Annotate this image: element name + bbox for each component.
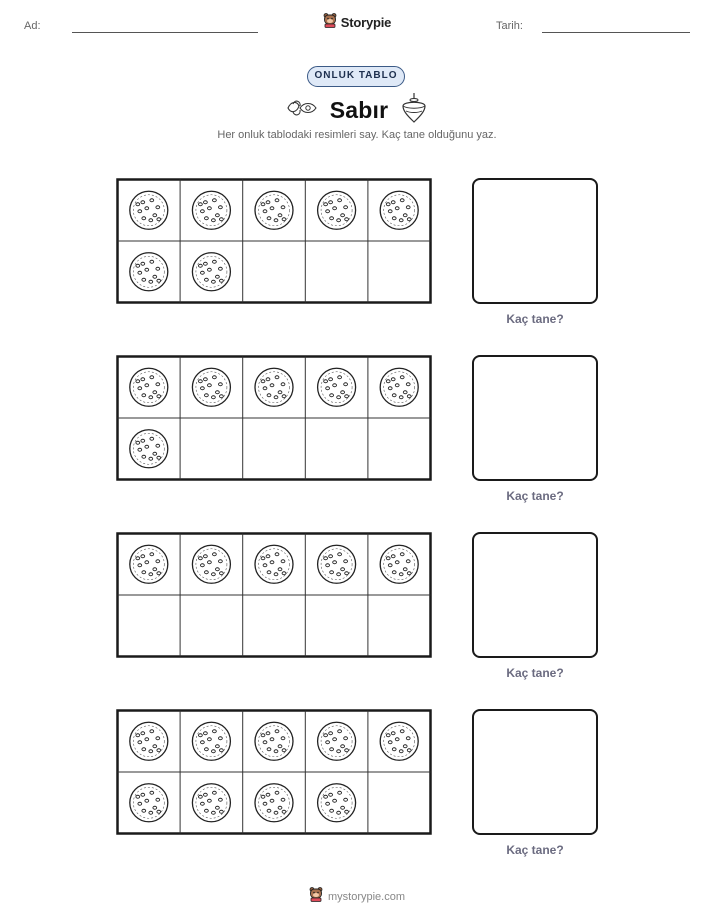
cookie-icon: [318, 784, 356, 822]
cookie-icon: [380, 368, 418, 406]
cookie-icon: [192, 784, 230, 822]
cookie-icon: [130, 430, 168, 468]
bear-logo-icon: [309, 886, 323, 907]
bear-logo-icon: [323, 12, 337, 33]
cookie-icon: [380, 191, 418, 229]
instruction-text: Her onluk tablodaki resimleri say. Kaç tane olduğunu yaz.: [217, 129, 497, 141]
brand-name: Storypie: [340, 15, 392, 30]
question-label-4: Kaç tane?: [506, 843, 564, 857]
ten-frame-4: [116, 709, 432, 835]
cookie-icon: [318, 368, 356, 406]
date-field-line[interactable]: [542, 32, 690, 33]
question-label-1: Kaç tane?: [506, 312, 564, 326]
ten-frame-2: [116, 355, 432, 481]
cookie-icon: [318, 545, 356, 583]
question-label-3: Kaç tane?: [506, 666, 564, 680]
cookie-icon: [130, 253, 168, 291]
ten-frame-3: [116, 532, 432, 658]
cookie-icon: [380, 545, 418, 583]
category-badge: ONLUK TABLO: [307, 66, 405, 87]
cookie-icon: [380, 722, 418, 760]
answer-box-1[interactable]: [472, 178, 598, 304]
cookie-icon: [318, 722, 356, 760]
cookie-icon: [255, 722, 293, 760]
cookie-icon: [192, 253, 230, 291]
cookie-icon: [192, 545, 230, 583]
cookie-icon: [130, 784, 168, 822]
flower-icon: [286, 98, 318, 123]
cookie-icon: [192, 368, 230, 406]
answer-box-4[interactable]: [472, 709, 598, 835]
cookie-icon: [255, 191, 293, 229]
cookie-icon: [130, 191, 168, 229]
answer-box-2[interactable]: [472, 355, 598, 481]
date-label: Tarih:: [496, 20, 523, 32]
cookie-icon: [130, 368, 168, 406]
cookie-icon: [130, 545, 168, 583]
footer: [0, 886, 714, 907]
question-label-2: Kaç tane?: [506, 489, 564, 503]
page-title: Sabır: [329, 97, 389, 123]
cookie-icon: [192, 722, 230, 760]
cookie-icon: [192, 191, 230, 229]
cookie-icon: [255, 368, 293, 406]
answer-box-3[interactable]: [472, 532, 598, 658]
cookie-icon: [318, 191, 356, 229]
name-label: Ad:: [24, 20, 41, 32]
title-row: [0, 92, 714, 129]
brand-logo: [0, 12, 714, 33]
cookie-icon: [255, 784, 293, 822]
ten-frame-1: [116, 178, 432, 304]
footer-url[interactable]: mystorypie.com: [327, 890, 406, 903]
cookie-icon: [130, 722, 168, 760]
spinning-top-icon: [400, 92, 428, 129]
cookie-icon: [255, 545, 293, 583]
